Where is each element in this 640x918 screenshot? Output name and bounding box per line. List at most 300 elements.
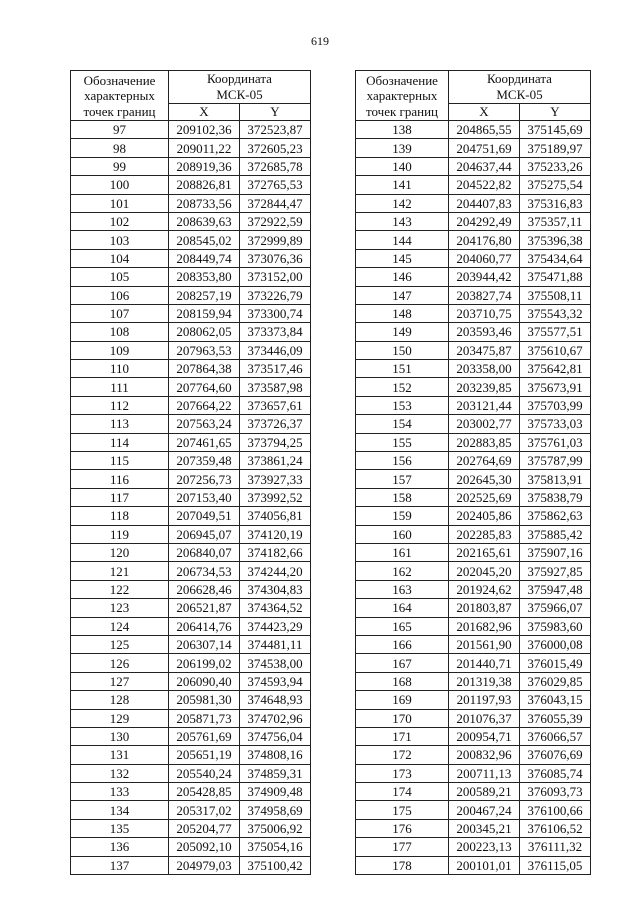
y-coordinate-cell: 375145,69 <box>520 121 591 139</box>
y-coordinate-cell: 376066,57 <box>520 727 591 745</box>
point-number-cell: 131 <box>71 746 169 764</box>
x-coordinate-cell: 203121,44 <box>449 396 520 414</box>
table-row <box>71 121 311 139</box>
point-number-cell: 151 <box>356 360 449 378</box>
table-row <box>71 194 311 212</box>
y-coordinate-cell: 376085,74 <box>520 764 591 782</box>
header-coordinate-line: МСК-05 <box>496 87 543 102</box>
y-coordinate-cell: 375966,07 <box>520 599 591 617</box>
point-number-cell: 99 <box>71 157 169 175</box>
header-designation-line: точек границ <box>365 103 439 119</box>
y-coordinate-cell: 374182,66 <box>240 543 311 561</box>
y-coordinate-cell: 373726,37 <box>240 415 311 433</box>
header-designation-line: точек границ <box>83 103 156 119</box>
table-row <box>71 764 311 782</box>
point-number-cell: 104 <box>71 249 169 267</box>
y-coordinate-cell: 375189,97 <box>520 139 591 157</box>
x-coordinate-cell: 204751,69 <box>449 139 520 157</box>
table-row <box>71 580 311 598</box>
header-coordinate-line: Координата <box>487 71 552 86</box>
table-row <box>356 360 591 378</box>
point-number-cell: 142 <box>356 194 449 212</box>
point-number-cell: 123 <box>71 599 169 617</box>
x-coordinate-cell: 201682,96 <box>449 617 520 635</box>
table-row <box>356 727 591 745</box>
point-number-cell: 135 <box>71 819 169 837</box>
x-coordinate-cell: 209102,36 <box>169 121 240 139</box>
point-number-cell: 114 <box>71 433 169 451</box>
table-row <box>71 507 311 525</box>
y-coordinate-cell: 372685,78 <box>240 157 311 175</box>
point-number-cell: 127 <box>71 672 169 690</box>
point-number-cell: 155 <box>356 433 449 451</box>
x-coordinate-cell: 207963,53 <box>169 341 240 359</box>
table-body <box>71 121 311 875</box>
table-row <box>356 838 591 856</box>
y-coordinate-cell: 373794,25 <box>240 433 311 451</box>
point-number-cell: 118 <box>71 507 169 525</box>
point-number-cell: 107 <box>71 304 169 322</box>
table-row <box>71 525 311 543</box>
table-row <box>356 470 591 488</box>
x-coordinate-cell: 202405,86 <box>449 507 520 525</box>
y-coordinate-cell: 374481,11 <box>240 635 311 653</box>
table-row <box>356 157 591 175</box>
y-coordinate-cell: 373657,61 <box>240 396 311 414</box>
x-coordinate-cell: 201319,38 <box>449 672 520 690</box>
table-row <box>356 231 591 249</box>
point-number-cell: 125 <box>71 635 169 653</box>
x-coordinate-cell: 201561,90 <box>449 635 520 653</box>
header-x: X <box>169 104 240 121</box>
point-number-cell: 153 <box>356 396 449 414</box>
point-number-cell: 175 <box>356 801 449 819</box>
coordinates-table-right <box>355 70 591 875</box>
table-row <box>356 323 591 341</box>
y-coordinate-cell: 375813,91 <box>520 470 591 488</box>
x-coordinate-cell: 201076,37 <box>449 709 520 727</box>
x-coordinate-cell: 208257,19 <box>169 286 240 304</box>
x-coordinate-cell: 200223,13 <box>449 838 520 856</box>
point-number-cell: 129 <box>71 709 169 727</box>
table-row <box>71 268 311 286</box>
y-coordinate-cell: 374538,00 <box>240 654 311 672</box>
table-row <box>71 599 311 617</box>
table-row <box>356 856 591 874</box>
x-coordinate-cell: 206521,87 <box>169 599 240 617</box>
table-row <box>356 433 591 451</box>
point-number-cell: 106 <box>71 286 169 304</box>
table-row <box>356 709 591 727</box>
x-coordinate-cell: 205204,77 <box>169 819 240 837</box>
x-coordinate-cell: 208919,36 <box>169 157 240 175</box>
y-coordinate-cell: 374056,81 <box>240 507 311 525</box>
x-coordinate-cell: 200832,96 <box>449 746 520 764</box>
y-coordinate-cell: 374593,94 <box>240 672 311 690</box>
y-coordinate-cell: 376093,73 <box>520 783 591 801</box>
y-coordinate-cell: 375577,51 <box>520 323 591 341</box>
point-number-cell: 167 <box>356 654 449 672</box>
table-row <box>71 415 311 433</box>
point-number-cell: 165 <box>356 617 449 635</box>
x-coordinate-cell: 208449,74 <box>169 249 240 267</box>
x-coordinate-cell: 205092,10 <box>169 838 240 856</box>
y-coordinate-cell: 375610,67 <box>520 341 591 359</box>
table-row <box>71 672 311 690</box>
y-coordinate-cell: 375642,81 <box>520 360 591 378</box>
header-coordinate-line: МСК-05 <box>216 87 263 102</box>
header-designation <box>356 71 449 121</box>
table-row <box>356 304 591 322</box>
y-coordinate-cell: 374909,48 <box>240 783 311 801</box>
x-coordinate-cell: 202883,85 <box>449 433 520 451</box>
table-row <box>71 249 311 267</box>
point-number-cell: 145 <box>356 249 449 267</box>
y-coordinate-cell: 374120,19 <box>240 525 311 543</box>
x-coordinate-cell: 203475,87 <box>449 341 520 359</box>
y-coordinate-cell: 374958,69 <box>240 801 311 819</box>
table-row <box>71 157 311 175</box>
point-number-cell: 134 <box>71 801 169 819</box>
x-coordinate-cell: 208062,05 <box>169 323 240 341</box>
point-number-cell: 115 <box>71 452 169 470</box>
x-coordinate-cell: 204060,77 <box>449 249 520 267</box>
table-row <box>71 488 311 506</box>
y-coordinate-cell: 372844,47 <box>240 194 311 212</box>
x-coordinate-cell: 206414,76 <box>169 617 240 635</box>
x-coordinate-cell: 200954,71 <box>449 727 520 745</box>
x-coordinate-cell: 204979,03 <box>169 856 240 874</box>
y-coordinate-cell: 375100,42 <box>240 856 311 874</box>
x-coordinate-cell: 202045,20 <box>449 562 520 580</box>
table-row <box>356 452 591 470</box>
point-number-cell: 168 <box>356 672 449 690</box>
y-coordinate-cell: 376015,49 <box>520 654 591 672</box>
x-coordinate-cell: 205317,02 <box>169 801 240 819</box>
x-coordinate-cell: 200467,24 <box>449 801 520 819</box>
table-row <box>356 691 591 709</box>
point-number-cell: 166 <box>356 635 449 653</box>
point-number-cell: 105 <box>71 268 169 286</box>
table-row <box>356 341 591 359</box>
x-coordinate-cell: 208826,81 <box>169 176 240 194</box>
table-row <box>71 727 311 745</box>
y-coordinate-cell: 373861,24 <box>240 452 311 470</box>
point-number-cell: 141 <box>356 176 449 194</box>
table-row <box>356 783 591 801</box>
table-row <box>71 231 311 249</box>
point-number-cell: 178 <box>356 856 449 874</box>
x-coordinate-cell: 202645,30 <box>449 470 520 488</box>
table-row <box>356 396 591 414</box>
x-coordinate-cell: 208159,94 <box>169 304 240 322</box>
point-number-cell: 169 <box>356 691 449 709</box>
y-coordinate-cell: 375927,85 <box>520 562 591 580</box>
point-number-cell: 126 <box>71 654 169 672</box>
x-coordinate-cell: 206628,46 <box>169 580 240 598</box>
y-coordinate-cell: 375508,11 <box>520 286 591 304</box>
y-coordinate-cell: 374756,04 <box>240 727 311 745</box>
point-number-cell: 110 <box>71 360 169 378</box>
point-number-cell: 139 <box>356 139 449 157</box>
table-row <box>356 415 591 433</box>
y-coordinate-cell: 376100,66 <box>520 801 591 819</box>
point-number-cell: 172 <box>356 746 449 764</box>
y-coordinate-cell: 373373,84 <box>240 323 311 341</box>
table-row <box>71 635 311 653</box>
y-coordinate-cell: 375006,92 <box>240 819 311 837</box>
header-y: Y <box>240 104 311 121</box>
table-row <box>71 396 311 414</box>
header-x: X <box>449 104 520 121</box>
x-coordinate-cell: 204865,55 <box>449 121 520 139</box>
table-row <box>356 286 591 304</box>
header-designation-line: характерных <box>84 88 155 104</box>
x-coordinate-cell: 203827,74 <box>449 286 520 304</box>
table-row <box>71 838 311 856</box>
x-coordinate-cell: 207049,51 <box>169 507 240 525</box>
x-coordinate-cell: 206199,02 <box>169 654 240 672</box>
point-number-cell: 177 <box>356 838 449 856</box>
point-number-cell: 174 <box>356 783 449 801</box>
table-row <box>356 212 591 230</box>
x-coordinate-cell: 205761,69 <box>169 727 240 745</box>
table-row <box>71 819 311 837</box>
x-coordinate-cell: 202165,61 <box>449 543 520 561</box>
x-coordinate-cell: 207764,60 <box>169 378 240 396</box>
table-row <box>71 470 311 488</box>
table-row <box>356 194 591 212</box>
header-designation-line: Обозначение <box>83 72 156 88</box>
table-row <box>71 654 311 672</box>
table-row <box>356 599 591 617</box>
x-coordinate-cell: 203593,46 <box>449 323 520 341</box>
y-coordinate-cell: 375316,83 <box>520 194 591 212</box>
y-coordinate-cell: 374702,96 <box>240 709 311 727</box>
table-row <box>71 286 311 304</box>
x-coordinate-cell: 207153,40 <box>169 488 240 506</box>
header-y: Y <box>520 104 591 121</box>
y-coordinate-cell: 373446,09 <box>240 341 311 359</box>
x-coordinate-cell: 201440,71 <box>449 654 520 672</box>
y-coordinate-cell: 376106,52 <box>520 819 591 837</box>
x-coordinate-cell: 201924,62 <box>449 580 520 598</box>
x-coordinate-cell: 204522,82 <box>449 176 520 194</box>
x-coordinate-cell: 203944,42 <box>449 268 520 286</box>
table-row <box>71 562 311 580</box>
y-coordinate-cell: 375054,16 <box>240 838 311 856</box>
point-number-cell: 124 <box>71 617 169 635</box>
y-coordinate-cell: 374364,52 <box>240 599 311 617</box>
coordinates-table-left <box>70 70 311 875</box>
x-coordinate-cell: 203002,77 <box>449 415 520 433</box>
y-coordinate-cell: 375434,64 <box>520 249 591 267</box>
table-row <box>71 360 311 378</box>
table-row <box>71 856 311 874</box>
table-row <box>356 672 591 690</box>
point-number-cell: 162 <box>356 562 449 580</box>
point-number-cell: 101 <box>71 194 169 212</box>
y-coordinate-cell: 373927,33 <box>240 470 311 488</box>
point-number-cell: 150 <box>356 341 449 359</box>
table-row <box>356 378 591 396</box>
y-coordinate-cell: 375862,63 <box>520 507 591 525</box>
x-coordinate-cell: 205871,73 <box>169 709 240 727</box>
y-coordinate-cell: 376115,05 <box>520 856 591 874</box>
point-number-cell: 109 <box>71 341 169 359</box>
x-coordinate-cell: 201803,87 <box>449 599 520 617</box>
y-coordinate-cell: 376111,32 <box>520 838 591 856</box>
point-number-cell: 111 <box>71 378 169 396</box>
x-coordinate-cell: 206090,40 <box>169 672 240 690</box>
y-coordinate-cell: 375907,16 <box>520 543 591 561</box>
point-number-cell: 130 <box>71 727 169 745</box>
x-coordinate-cell: 206945,07 <box>169 525 240 543</box>
table-row <box>356 488 591 506</box>
header-coordinate <box>169 71 311 104</box>
x-coordinate-cell: 200345,21 <box>449 819 520 837</box>
table-row <box>71 801 311 819</box>
table-row <box>71 212 311 230</box>
point-number-cell: 137 <box>71 856 169 874</box>
y-coordinate-cell: 374859,31 <box>240 764 311 782</box>
y-coordinate-cell: 372922,59 <box>240 212 311 230</box>
header-designation-line: Обозначение <box>366 72 438 88</box>
point-number-cell: 100 <box>71 176 169 194</box>
point-number-cell: 160 <box>356 525 449 543</box>
point-number-cell: 170 <box>356 709 449 727</box>
x-coordinate-cell: 207664,22 <box>169 396 240 414</box>
table-row <box>71 378 311 396</box>
table-row <box>356 525 591 543</box>
y-coordinate-cell: 375275,54 <box>520 176 591 194</box>
point-number-cell: 121 <box>71 562 169 580</box>
point-number-cell: 132 <box>71 764 169 782</box>
table-row <box>356 819 591 837</box>
x-coordinate-cell: 203239,85 <box>449 378 520 396</box>
x-coordinate-cell: 200589,21 <box>449 783 520 801</box>
point-number-cell: 154 <box>356 415 449 433</box>
table-row <box>356 268 591 286</box>
y-coordinate-cell: 372999,89 <box>240 231 311 249</box>
y-coordinate-cell: 374244,20 <box>240 562 311 580</box>
x-coordinate-cell: 204637,44 <box>449 157 520 175</box>
y-coordinate-cell: 375787,99 <box>520 452 591 470</box>
y-coordinate-cell: 375838,79 <box>520 488 591 506</box>
point-number-cell: 108 <box>71 323 169 341</box>
y-coordinate-cell: 375471,88 <box>520 268 591 286</box>
point-number-cell: 146 <box>356 268 449 286</box>
y-coordinate-cell: 375357,11 <box>520 212 591 230</box>
point-number-cell: 148 <box>356 304 449 322</box>
y-coordinate-cell: 374423,29 <box>240 617 311 635</box>
header-coordinate <box>449 71 591 104</box>
table-row <box>71 543 311 561</box>
x-coordinate-cell: 202525,69 <box>449 488 520 506</box>
table-row <box>356 121 591 139</box>
point-number-cell: 97 <box>71 121 169 139</box>
table-row <box>71 433 311 451</box>
table-row <box>356 139 591 157</box>
x-coordinate-cell: 205651,19 <box>169 746 240 764</box>
y-coordinate-cell: 373226,79 <box>240 286 311 304</box>
point-number-cell: 152 <box>356 378 449 396</box>
table-row <box>356 801 591 819</box>
table-row <box>356 617 591 635</box>
point-number-cell: 147 <box>356 286 449 304</box>
x-coordinate-cell: 200101,01 <box>449 856 520 874</box>
y-coordinate-cell: 376076,69 <box>520 746 591 764</box>
table-row <box>356 635 591 653</box>
table-row <box>71 452 311 470</box>
point-number-cell: 119 <box>71 525 169 543</box>
header-coordinate-line: Координата <box>207 71 272 86</box>
y-coordinate-cell: 375733,03 <box>520 415 591 433</box>
table-row <box>71 341 311 359</box>
point-number-cell: 116 <box>71 470 169 488</box>
point-number-cell: 103 <box>71 231 169 249</box>
y-coordinate-cell: 373587,98 <box>240 378 311 396</box>
table-body <box>356 121 591 875</box>
table-row <box>71 139 311 157</box>
y-coordinate-cell: 376055,39 <box>520 709 591 727</box>
x-coordinate-cell: 200711,13 <box>449 764 520 782</box>
point-number-cell: 176 <box>356 819 449 837</box>
table-row <box>356 176 591 194</box>
table-row <box>356 507 591 525</box>
y-coordinate-cell: 373076,36 <box>240 249 311 267</box>
x-coordinate-cell: 202285,83 <box>449 525 520 543</box>
table-row <box>356 543 591 561</box>
x-coordinate-cell: 208639,63 <box>169 212 240 230</box>
y-coordinate-cell: 375947,48 <box>520 580 591 598</box>
point-number-cell: 117 <box>71 488 169 506</box>
x-coordinate-cell: 201197,93 <box>449 691 520 709</box>
x-coordinate-cell: 205428,85 <box>169 783 240 801</box>
point-number-cell: 120 <box>71 543 169 561</box>
x-coordinate-cell: 208545,02 <box>169 231 240 249</box>
x-coordinate-cell: 208733,56 <box>169 194 240 212</box>
point-number-cell: 136 <box>71 838 169 856</box>
point-number-cell: 157 <box>356 470 449 488</box>
point-number-cell: 122 <box>71 580 169 598</box>
table-row <box>356 249 591 267</box>
point-number-cell: 113 <box>71 415 169 433</box>
table-row <box>356 764 591 782</box>
table-row <box>71 709 311 727</box>
y-coordinate-cell: 375233,26 <box>520 157 591 175</box>
point-number-cell: 128 <box>71 691 169 709</box>
x-coordinate-cell: 207563,24 <box>169 415 240 433</box>
table-row <box>71 691 311 709</box>
x-coordinate-cell: 204292,49 <box>449 212 520 230</box>
y-coordinate-cell: 373517,46 <box>240 360 311 378</box>
point-number-cell: 112 <box>71 396 169 414</box>
y-coordinate-cell: 375673,91 <box>520 378 591 396</box>
y-coordinate-cell: 372605,23 <box>240 139 311 157</box>
y-coordinate-cell: 373300,74 <box>240 304 311 322</box>
table-row <box>356 654 591 672</box>
x-coordinate-cell: 204407,83 <box>449 194 520 212</box>
x-coordinate-cell: 206840,07 <box>169 543 240 561</box>
point-number-cell: 133 <box>71 783 169 801</box>
table-row <box>356 562 591 580</box>
y-coordinate-cell: 376043,15 <box>520 691 591 709</box>
y-coordinate-cell: 372523,87 <box>240 121 311 139</box>
point-number-cell: 102 <box>71 212 169 230</box>
x-coordinate-cell: 207256,73 <box>169 470 240 488</box>
table-row <box>71 617 311 635</box>
